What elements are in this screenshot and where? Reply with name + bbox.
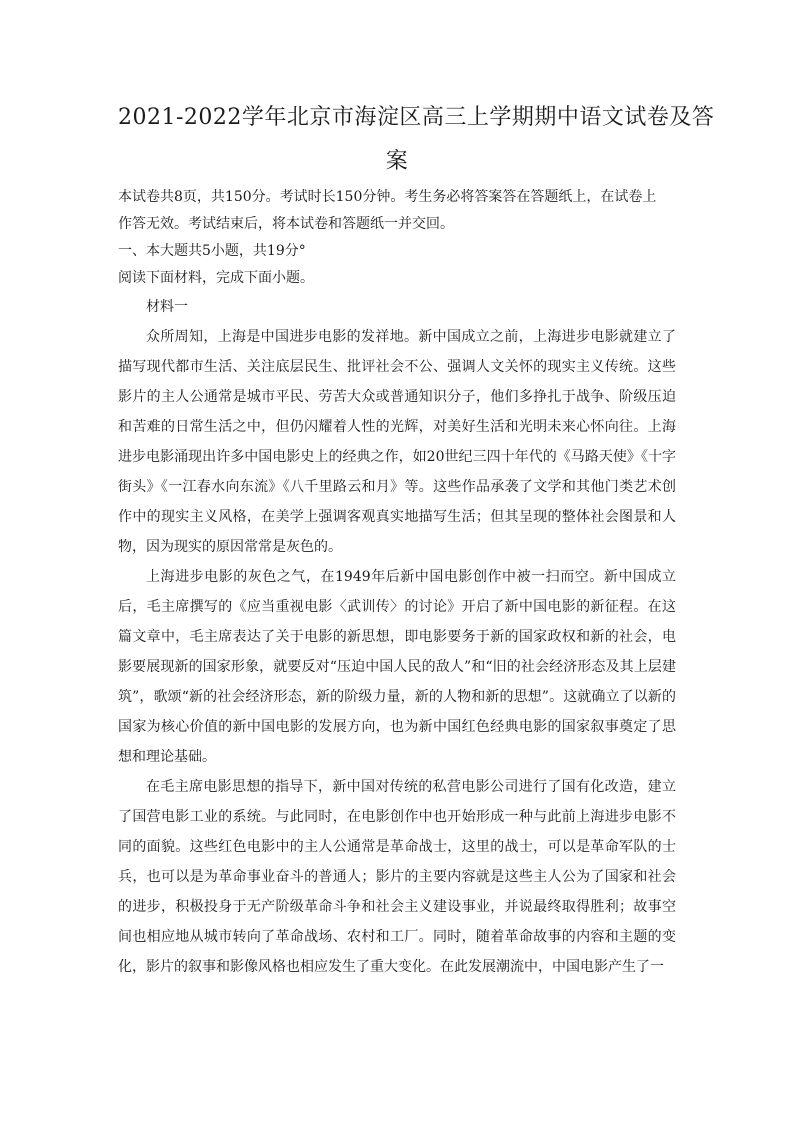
material-label: 材料一 <box>146 299 188 315</box>
body-paragraph: 众所周知，上海是中国进步电影的发祥地。新中国成立之前，上海进步电影就建立了描写现代都市生活、关注底层民生、批评社会不公、强调人文关怀的现实主义传统。这些影片的主人公通常是城市平民、劳苦大众或普通知识分子，他们多挣扎于战争、阶级压迫和苦难的日常生活之中，但仍闪耀着人性的光辉，对美好生活和光明未来心怀向往。上海进步电影涌现出许多中国电影史上的经典之作，如20世纪三四十年代的《马路天使》《十字街头》《一江春水向东流》《八千里路云和月》等。这些作品承袭了文学和其他门类艺术创作中的现实主义风格，在美学上强调客观真实地描写生活；但其呈现的整体社会图景和人物，因为现实的原因常常是灰色的。 <box>118 329 676 555</box>
exam-instructions <box>118 184 676 238</box>
reading-instruction: 阅读下面材料，完成下面小题。 <box>118 270 314 286</box>
instruction-line: 作答无效。考试结束后，将本试卷和答题纸一并交回。 <box>118 216 454 232</box>
body-paragraph: 上海进步电影的灰色之气，在1949年后新中国电影创作中被一扫而空。新中国成立后，毛主席撰写的《应当重视电影〈武训传〉的讨论》开启了新中国电影的新征程。在这篇文章中，毛主席表达了关于电影的新思想，即电影要务于新的国家政权和新的社会，电影要展现新的国家形象，就要反对“压迫中国人民的敌人”和“旧的社会经济形态及其上层建筑”，歌颂“新的社会经济形态，新的阶级力量，新的人物和新的思想”。这就确立了以新的国家为核心价值的新中国电影的发展方向，也为新中国红色经典电影的国家叙事奠定了思想和理论基础。 <box>118 569 676 765</box>
document-title <box>118 98 715 182</box>
title-line: 2021-2022学年北京市海淀区高三上学期期中语文试卷及答 <box>118 105 715 130</box>
title-line: 案 <box>385 149 409 174</box>
instruction-line: 本试卷共8页，共150分。考试时长150分钟。考生务必将答案答在答题纸上，在试卷上 <box>118 189 657 205</box>
body-paragraph: 在毛主席电影思想的指导下，新中国对传统的私营电影公司进行了国有化改造，建立了国营电影工业的系统。与此同时，在电影创作中也开始形成一种与此前上海进步电影不同的面貌。这些红色电影中的主人公通常是革命战士，这里的战士，可以是革命军队的士兵，也可以是为革命事业奋斗的普通人；影片的主要内容就是这些主人公为了国家和社会的进步，积极投身于无产阶级革命斗争和社会主义建设事业，并说最终取得胜利；故事空间也相应地从城市转向了革命战场、农村和工厂。同时，随着革命故事的内容和主题的变化，影片的叙事和影像风格也相应发生了重大变化。在此发展潮流中，中国电影产生了一 <box>118 779 676 975</box>
section-heading: 一、本大题共5小题，共19分° <box>118 243 306 259</box>
